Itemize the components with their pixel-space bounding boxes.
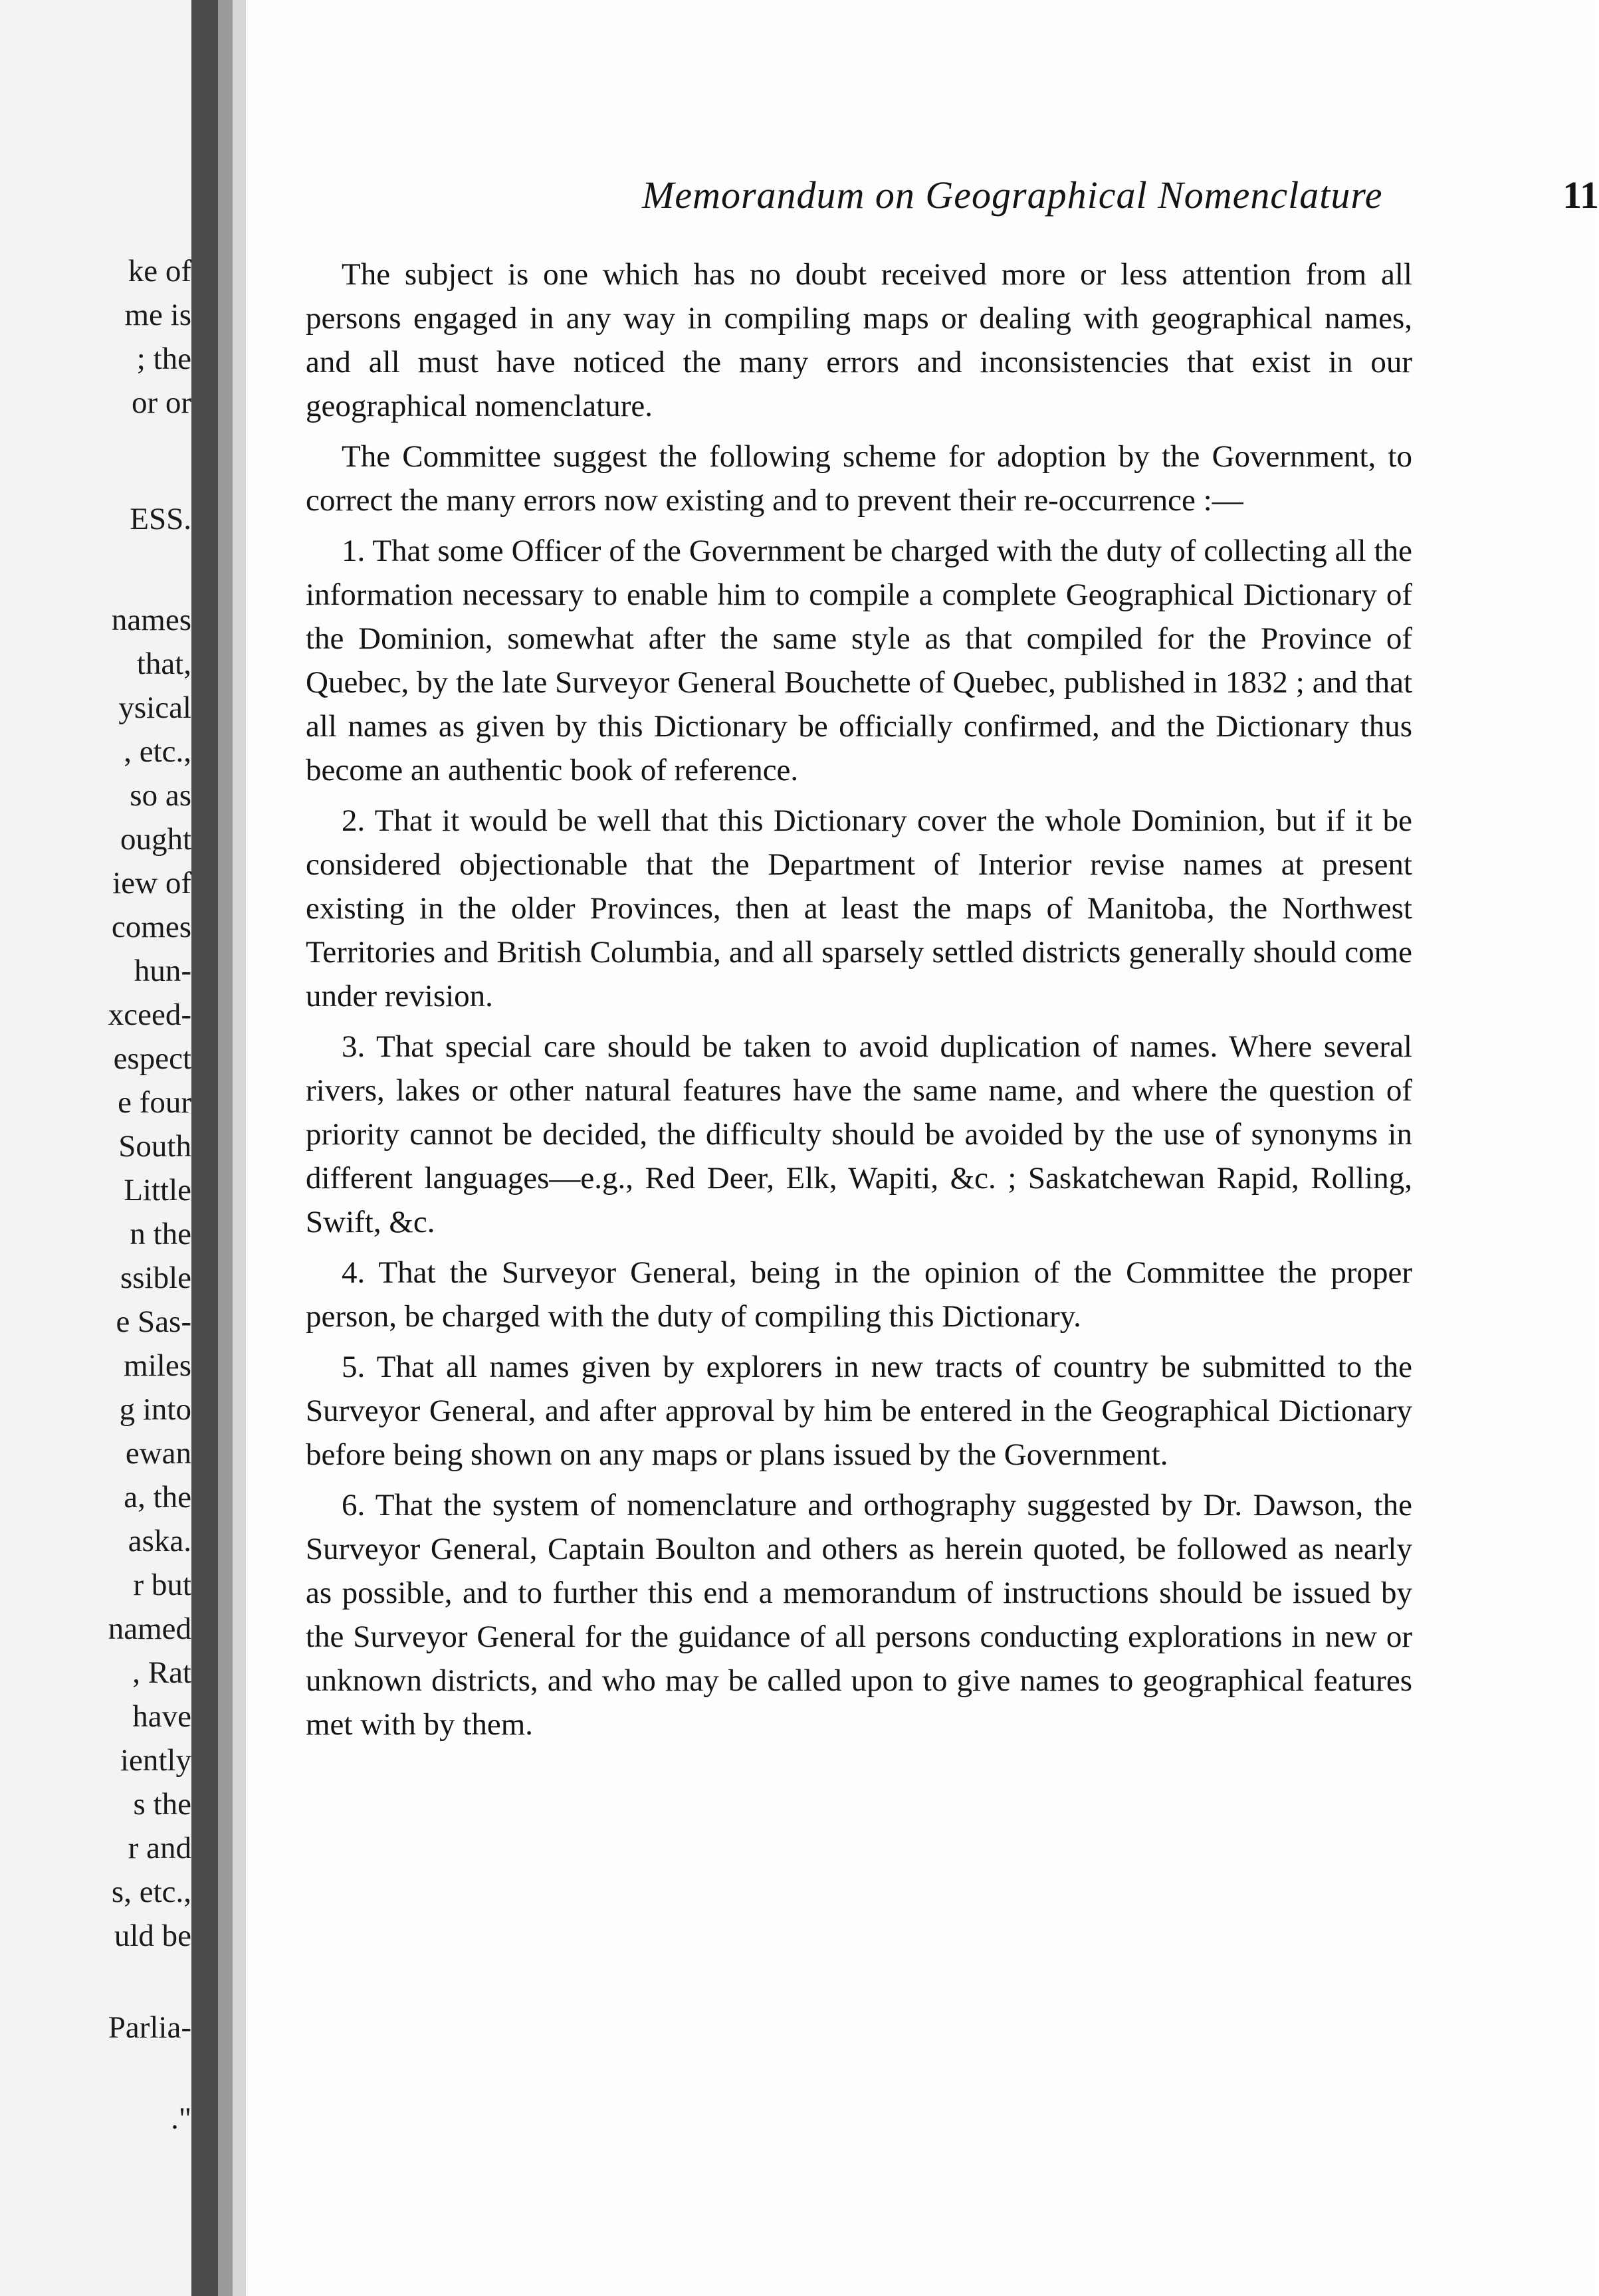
facing-page-fragment: a, the <box>124 1480 191 1514</box>
facing-page-fragment: ." <box>171 2101 191 2136</box>
facing-page-edge <box>0 0 191 2296</box>
paragraph: The subject is one which has no doubt received more or less attention from all persons engaged in any way in compiling maps or dealing with geographical names, and all must have noticed the many errors and inconsistencies that exist in our geographical nomenclature. <box>306 257 1412 423</box>
facing-page-fragment: comes <box>111 910 191 944</box>
facing-page-fragment: miles <box>124 1348 191 1383</box>
body-text <box>306 253 1412 1753</box>
facing-page-fragment: ke of <box>128 254 191 288</box>
paragraph: The Committee suggest the following scheme for adoption by the Government, to correct the many errors now existing and to prevent their re-occurrence :— <box>306 439 1412 518</box>
facing-page-fragment: uld be <box>114 1919 191 1953</box>
facing-page-fragment: names <box>111 603 191 637</box>
document-page <box>246 0 1599 2296</box>
paragraph: 1. That some Officer of the Government be charged with the duty of collecting all the information necessary to enable him to compile a complete Geographical Dictionary of the Dominion, somewhat after the same style as that compiled for the Province of Quebec, by the late Surveyor General Bouchette of Quebec, published in 1832 ; and that all names as given by this Dictionary be officially confirmed, and the Dictionary thus become an authentic book of reference. <box>306 534 1412 787</box>
facing-page-fragment: me is <box>124 298 191 332</box>
facing-page-fragment: named <box>108 1612 191 1646</box>
facing-page-fragment: r and <box>128 1831 191 1865</box>
facing-page-fragment: South <box>118 1129 191 1164</box>
facing-page-fragment: ESS. <box>130 502 191 536</box>
facing-page-fragment: s, etc., <box>111 1875 191 1909</box>
facing-page-fragment: ysical <box>118 690 191 725</box>
facing-page-fragment: or or <box>131 385 191 420</box>
facing-page-fragment: ; the <box>136 342 191 376</box>
running-title: Memorandum on Geographical Nomenclature <box>642 173 1383 217</box>
paragraph: 4. That the Surveyor General, being in the opinion of the Committee the proper person, be charged with the duty of compiling this Dictionary. <box>306 1255 1412 1334</box>
facing-page-fragment: n the <box>130 1217 191 1251</box>
facing-page-fragment: Parlia- <box>108 2010 191 2045</box>
paragraph: 6. That the system of nomenclature and orthography suggested by Dr. Dawson, the Surveyor General, Captain Boulton and others as herein quoted, be followed as nearly as possible, and to further this end a memorandum of instructions should be issued by the Surveyor General for the guidance of all persons conducting explorations in new or unknown districts, and who may be called upon to give names to geographical features met with by them. <box>306 1488 1412 1742</box>
facing-page-fragment: hun- <box>134 954 191 988</box>
facing-page-fragment: e four <box>118 1085 191 1120</box>
facing-page-fragment: iew of <box>112 866 191 900</box>
facing-page-fragment: r but <box>133 1568 191 1602</box>
facing-page-fragment: espect <box>113 1041 191 1076</box>
page-number: 11 <box>1562 173 1599 217</box>
facing-page-fragment: s the <box>133 1787 191 1822</box>
facing-page-fragment: e Sas- <box>116 1305 191 1339</box>
book-gutter-shadow <box>191 0 218 2296</box>
facing-page-fragment: have <box>132 1699 191 1734</box>
facing-page-fragment: aska. <box>128 1524 191 1558</box>
paragraph: 5. That all names given by explorers in new tracts of country be submitted to the Surveyor General, and after approval by him be entered in the Geographical Dictionary before being shown on any maps or plans issued by the Government. <box>306 1350 1412 1472</box>
facing-page-fragment: so as <box>130 778 191 813</box>
facing-page-fragment: ssible <box>120 1261 191 1295</box>
facing-page-fragment: , etc., <box>124 734 191 769</box>
paragraph: 3. That special care should be taken to avoid duplication of names. Where several rivers, lakes or other natural features have the same name, and where the question of priority cannot be decided, the difficulty should be avoided by the use of synonyms in different languages—e.g., Red Deer, Elk, Wapiti, &c. ; Saskatchewan Rapid, Rolling, Swift, &c. <box>306 1029 1412 1239</box>
book-gutter-shadow <box>218 0 233 2296</box>
facing-page-fragment: that, <box>136 647 191 681</box>
facing-page-fragment: Little <box>124 1173 191 1207</box>
facing-page-fragment: ought <box>120 822 191 857</box>
facing-page-fragment: xceed- <box>108 997 191 1032</box>
facing-page-fragment: , Rat <box>132 1655 191 1690</box>
facing-page-fragment: iently <box>120 1743 191 1778</box>
running-header <box>443 173 1599 219</box>
book-gutter-shadow <box>233 0 246 2296</box>
facing-page-fragment: ewan <box>125 1436 191 1471</box>
paragraph: 2. That it would be well that this Dictionary cover the whole Dominion, but if it be considered objectionable that the Department of Interior revise names at present existing in the older Provinces, then at least the maps of Manitoba, the Northwest Territories and British Columbia, and all sparsely settled districts generally should come under revision. <box>306 803 1412 1013</box>
facing-page-fragment: g into <box>119 1392 191 1427</box>
